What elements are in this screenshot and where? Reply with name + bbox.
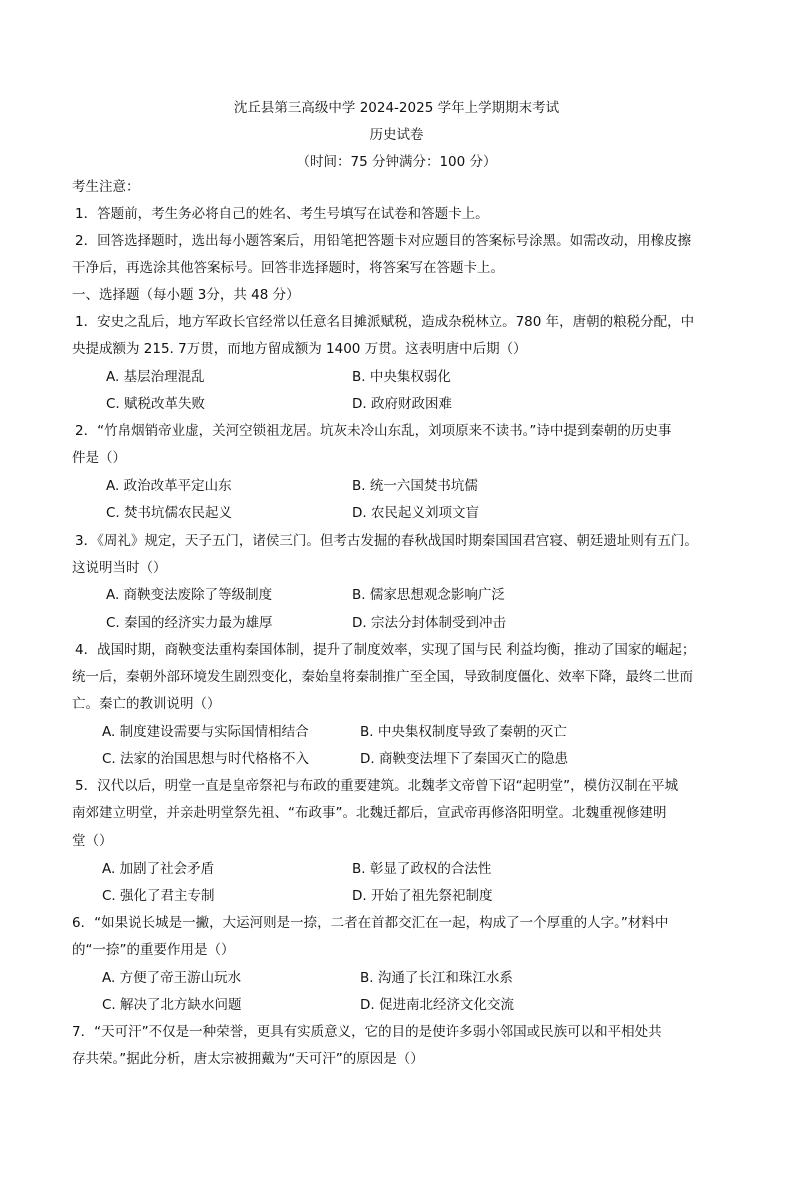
question-5-option-b: B. 彰显了政权的合法性	[352, 861, 492, 877]
question-4-option-c: C. 法家的治国思想与时代格格不入	[102, 751, 310, 767]
question-3-option-d: D. 宗法分封体制受到冲击	[352, 615, 506, 631]
question-5-option-d: D. 开始了祖先祭祀制度	[352, 888, 493, 904]
question-5-line-3: 堂（）	[72, 833, 113, 849]
question-6-line-2: 的“一捺”的重要作用是（）	[72, 942, 235, 958]
question-2-line-2: 件是（）	[72, 450, 126, 466]
notice-item-1: 1．答题前，考生务必将自己的姓名、考生号填写在试卷和答题卡上。	[75, 206, 489, 222]
question-4-line-2: 统一后，秦朝外部环境发生剧烈变化，秦始皇将秦制推广至全国，导致制度僵化、效率下降，最终二世而	[72, 669, 693, 685]
question-4-option-d: D. 商鞅变法埋下了秦国灭亡的隐患	[360, 751, 568, 767]
question-2-option-b: B. 统一六国焚书坑儒	[352, 478, 478, 494]
question-1-line-1: 1．安史之乱后，地方军政长官经常以任意名目摊派赋税，造成杂税林立。780 年，唐朝的粮税分配，中	[75, 314, 695, 330]
question-4-option-b: B. 中央集权制度导致了秦朝的灭亡	[360, 724, 567, 740]
question-5-line-2: 南郊建立明堂，并亲赴明堂祭先祖、“布政事”。北魏迁都后，宣武帝再修洛阳明堂。北魏重视修建明	[72, 805, 667, 821]
question-1-option-b: B. 中央集权弱化	[352, 369, 451, 385]
question-1-line-2: 央提成额为 215. 7万贯，而地方留成额为 1400 万贯。这表明唐中后期（）	[72, 341, 527, 357]
question-6-option-b: B. 沟通了长江和珠江水系	[360, 970, 513, 986]
question-7-line-1: 7．“天可汗”不仅是一种荣誉，更具有实质意义，它的目的是使许多弱小邻国或民族可以和平相处共	[72, 1024, 662, 1040]
question-4-line-1: 4．战国时期，商鞅变法重构秦国体制，提升了制度效率，实现了国与民 利益均衡，推动了国家的崛起；	[75, 642, 696, 658]
question-3-line-1: 3．《周礼》规定，天子五门，诸侯三门。但考古发掘的春秋战国时期秦国国君宫寝、朝廷遗址则有五门。	[75, 533, 698, 549]
notice-heading: 考生注意：	[72, 179, 140, 195]
question-6-line-1: 6．“如果说长城是一撇，大运河则是一捺，二者在首都交汇在一起，构成了一个厚重的人字。”材料中	[72, 915, 669, 931]
exam-title: 沈丘县第三高级中学 2024-2025 学年上学期期末考试	[233, 100, 560, 116]
question-2-line-1: 2．“竹帛烟销帝业虚，关河空锁祖龙居。坑灰未冷山东乱，刘项原来不读书。”诗中提到秦朝的历史事	[75, 423, 672, 439]
question-3-line-2: 这说明当时（）	[72, 560, 167, 576]
question-1-option-c: C. 赋税改革失败	[106, 396, 206, 412]
section-heading: 一、选择题（每小题 3分，共 48 分）	[72, 287, 300, 303]
question-4-option-a: A. 制度建设需要与实际国情相结合	[102, 724, 309, 740]
exam-subject: 历史试卷	[369, 127, 424, 143]
question-2-option-a: A. 政治改革平定山东	[106, 478, 232, 494]
question-5-option-a: A. 加剧了社会矛盾	[102, 861, 215, 877]
notice-item-2-line-1: 2．回答选择题时，选出每小题答案后，用铅笔把答题卡对应题目的答案标号涂黑。如需改动，用橡皮擦	[75, 233, 692, 249]
question-3-option-b: B. 儒家思想观念影响广泛	[352, 587, 505, 603]
question-5-option-c: C. 强化了君主专制	[102, 888, 215, 904]
question-4-line-3: 亡。秦亡的教训说明（）	[72, 696, 221, 712]
question-3-option-c: C. 秦国的经济实力最为雄厚	[106, 615, 273, 631]
question-6-option-c: C. 解决了北方缺水问题	[102, 997, 242, 1013]
question-5-line-1: 5．汉代以后，明堂一直是皇帝祭祀与布政的重要建筑。北魏孝文帝曾下诏“起明堂”，模仿汉制在平城	[75, 778, 679, 794]
question-7-line-2: 存共荣。”据此分析，唐太宗被拥戴为“天可汗”的原因是（）	[72, 1051, 424, 1067]
question-6-option-d: D. 促进南北经济文化交流	[360, 997, 514, 1013]
question-3-option-a: A. 商鞅变法废除了等级制度	[106, 587, 273, 603]
question-2-option-c: C. 焚书坑儒农民起义	[106, 505, 233, 521]
question-2-option-d: D. 农民起义刘项文盲	[352, 505, 479, 521]
question-1-option-a: A. 基层治理混乱	[106, 369, 205, 385]
question-6-option-a: A. 方便了帝王游山玩水	[102, 970, 242, 986]
question-1-option-d: D. 政府财政困难	[352, 396, 452, 412]
exam-time-info: （时间：75 分钟满分：100 分）	[296, 154, 497, 170]
notice-item-2-line-2: 干净后，再选涂其他答案标号。回答非选择题时，将答案写在答题卡上。	[72, 260, 504, 276]
